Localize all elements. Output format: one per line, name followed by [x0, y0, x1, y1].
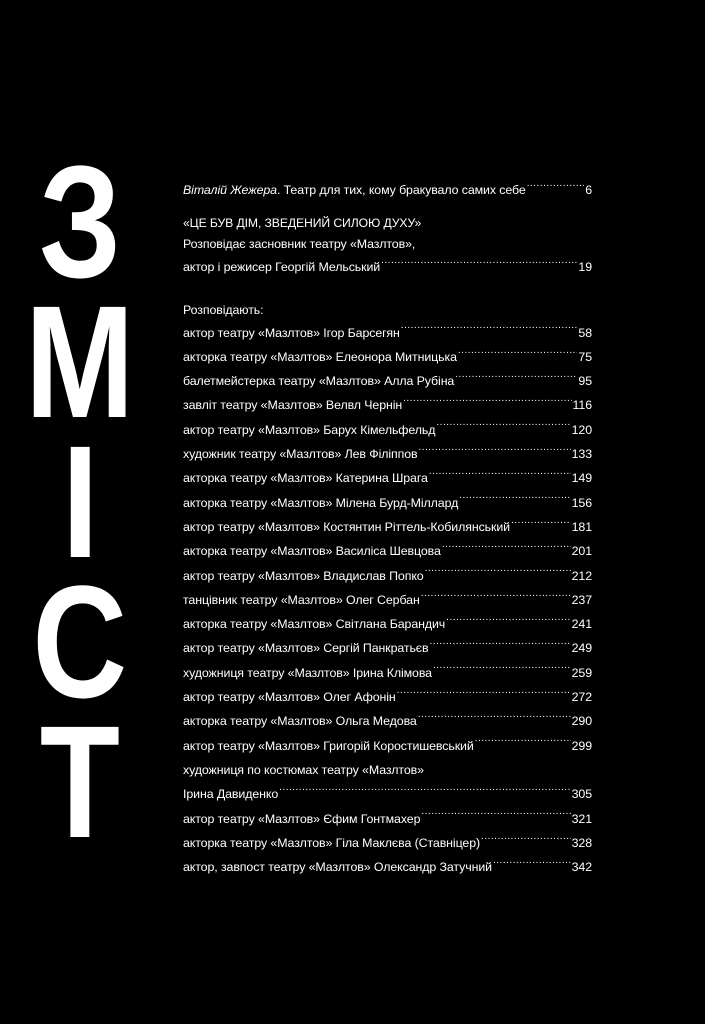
leader-dots	[279, 786, 570, 798]
toc-entry-page: 299	[571, 738, 592, 753]
toc-entry-title: акторка театру «Мазлтов» Катерина Шрага	[183, 471, 428, 486]
toc-entry-title: Віталій Жежера. Театр для тих, кому бракувало самих себе	[183, 183, 526, 197]
leader-dots	[436, 422, 570, 434]
toc-entry[interactable]	[183, 418, 592, 442]
toc-entry-title: художник театру «Мазлтов» Лев Філіппов	[183, 447, 418, 462]
toc-entry-title: актор театру «Мазлтов» Єфим Гонтмахер	[183, 811, 421, 826]
toc-entry-founder[interactable]	[183, 255, 592, 279]
section-label: Розповідають:	[183, 302, 264, 317]
table-of-contents	[183, 178, 592, 879]
toc-entry-title: Ірина Давиденко	[183, 787, 279, 802]
toc-entry[interactable]	[183, 612, 592, 636]
toc-entry-page: 328	[571, 835, 592, 850]
toc-entry[interactable]	[183, 442, 592, 466]
leader-dots	[401, 325, 578, 337]
toc-entry[interactable]	[183, 466, 592, 490]
toc-entry-title: актор театру «Мазлтов» Сергій Панкратьєв	[183, 641, 429, 656]
toc-entry-page: 58	[578, 325, 592, 340]
leader-dots	[475, 738, 571, 750]
toc-entry-page: 342	[571, 860, 592, 875]
toc-entry[interactable]	[183, 564, 592, 588]
toc-entry-intro[interactable]	[183, 178, 592, 202]
toc-entry[interactable]	[183, 345, 592, 369]
toc-entry-title: танцівник театру «Мазлтов» Олег Сербан	[183, 592, 420, 607]
toc-entry-title: актор і режисер Георгій Мельський	[183, 260, 381, 275]
toc-entry-list-tail	[183, 807, 592, 880]
toc-entry[interactable]	[183, 369, 592, 393]
toc-entry[interactable]	[183, 734, 592, 758]
leader-dots	[511, 519, 571, 531]
toc-entry-title: художниця театру «Мазлтов» Ірина Клімова	[183, 665, 432, 680]
leader-dots	[458, 349, 578, 361]
toc-entry[interactable]	[183, 661, 592, 685]
toc-entry-page: 6	[585, 183, 592, 197]
page-title	[20, 132, 140, 871]
toc-entry-costume[interactable]	[183, 782, 592, 806]
toc-entry-title: акторка театру «Мазлтов» Світлана Барандич	[183, 617, 446, 632]
toc-entry[interactable]	[183, 831, 592, 855]
toc-entry-title: акторка театру «Мазлтов» Елеонора Митницька	[183, 349, 457, 364]
toc-entry-title: актор театру «Мазлтов» Владислав Попко	[183, 568, 424, 583]
leader-dots	[419, 446, 571, 458]
leader-dots	[381, 259, 577, 271]
leader-dots	[446, 616, 570, 628]
toc-entry-page: 75	[578, 349, 592, 364]
title-letter: М	[25, 272, 135, 451]
toc-entry-title: балетмейстерка театру «Мазлтов» Алла Рубіна	[183, 374, 455, 389]
toc-entry-page: 19	[578, 260, 592, 275]
leader-dots	[459, 495, 570, 507]
leader-dots	[425, 568, 571, 580]
toc-entry-page: 156	[571, 495, 592, 510]
leader-dots	[442, 543, 571, 555]
leader-dots	[403, 397, 571, 409]
toc-entry-title: актор театру «Мазлтов» Костянтин Ріттель-Кобилянський	[183, 519, 510, 534]
toc-entry-page: 95	[578, 374, 592, 389]
toc-entry[interactable]	[183, 539, 592, 563]
leader-dots	[433, 665, 571, 677]
toc-entry-title: актор театру «Мазлтов» Олег Афонін	[183, 690, 396, 705]
toc-entry[interactable]	[183, 636, 592, 660]
leader-dots	[429, 470, 571, 482]
toc-entry-page: 259	[571, 665, 592, 680]
toc-entry-page: 120	[571, 422, 592, 437]
toc-entry-page: 321	[571, 811, 592, 826]
leader-dots	[397, 689, 571, 701]
title-letter: С	[32, 552, 128, 731]
toc-entry[interactable]	[183, 588, 592, 612]
leader-dots	[421, 811, 570, 823]
toc-entry[interactable]	[183, 855, 592, 879]
leader-dots	[493, 859, 571, 871]
title-letter: З	[38, 132, 122, 311]
founder-line: Розповідає засновник театру «Мазлтов»,	[183, 237, 416, 252]
leader-dots	[418, 713, 571, 725]
founder-heading: «ЦЕ БУВ ДІМ, ЗВЕДЕНИЙ СИЛОЮ ДУХУ»	[183, 216, 422, 231]
title-letter: І	[61, 412, 99, 591]
toc-entry-page: 212	[571, 568, 592, 583]
toc-entry[interactable]	[183, 807, 592, 831]
toc-entry[interactable]	[183, 321, 592, 345]
toc-entry-title: акторка театру «Мазлтов» Мілена Бурд-Міллард	[183, 495, 459, 510]
toc-entry[interactable]	[183, 685, 592, 709]
toc-entry-title: актор театру «Мазлтов» Григорій Коростишевський	[183, 738, 474, 753]
title-letter: Т	[39, 692, 121, 871]
toc-entry-page: 249	[571, 641, 592, 656]
toc-entry-page: 237	[571, 592, 592, 607]
toc-entry-title: актор театру «Мазлтов» Барух Кімельфельд	[183, 422, 436, 437]
toc-entry-page: 272	[571, 690, 592, 705]
toc-entry[interactable]	[183, 709, 592, 733]
toc-entry-page: 181	[571, 519, 592, 534]
toc-entry-page: 290	[571, 714, 592, 729]
toc-entry-page: 133	[571, 447, 592, 462]
costume-line: художниця по костюмах театру «Мазлтов»	[183, 762, 424, 777]
leader-dots	[421, 592, 571, 604]
toc-entry-title: акторка театру «Мазлтов» Ольга Медова	[183, 714, 417, 729]
toc-entry-author: Віталій Жежера	[183, 183, 277, 197]
leader-dots	[430, 640, 571, 652]
toc-entry-page: 305	[571, 787, 592, 802]
toc-entry-page: 201	[571, 544, 592, 559]
toc-entry-title: актор театру «Мазлтов» Ігор Барсегян	[183, 325, 400, 340]
leader-dots	[455, 373, 577, 385]
toc-entry-title: акторка театру «Мазлтов» Гіла Маклєва (Ставніцер)	[183, 835, 481, 850]
toc-entry[interactable]	[183, 393, 592, 417]
leader-dots	[481, 835, 571, 847]
toc-entry-title: акторка театру «Мазлтов» Василіса Шевцова	[183, 544, 441, 559]
leader-dots	[527, 182, 585, 194]
toc-entry-page: 116	[572, 398, 592, 413]
toc-entry-page: 241	[571, 617, 592, 632]
toc-entry[interactable]	[183, 515, 592, 539]
toc-entry-title: актор, завпост театру «Мазлтов» Олександр Затучний	[183, 860, 492, 875]
toc-entry-page: 149	[571, 471, 592, 486]
toc-entry-title: завліт театру «Мазлтов» Велвл Чернін	[183, 398, 403, 413]
toc-entry-list	[183, 321, 592, 758]
toc-entry[interactable]	[183, 491, 592, 515]
